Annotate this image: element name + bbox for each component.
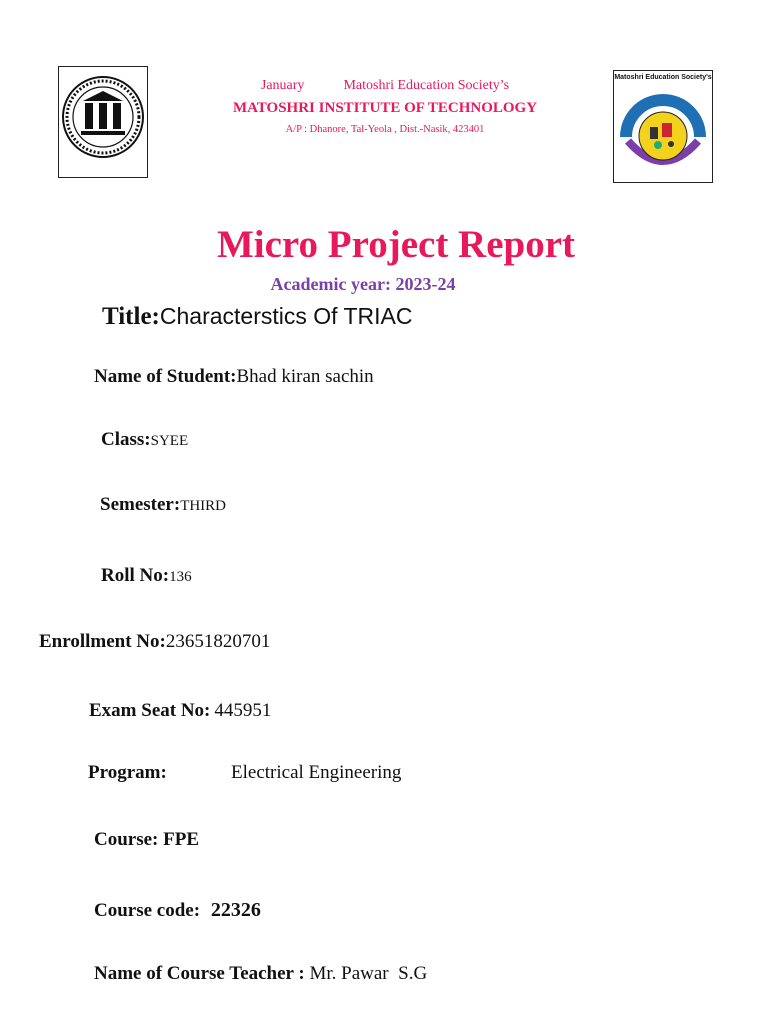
semester-label: Semester:: [100, 494, 181, 515]
teacher-value: Mr. Pawar S.G: [309, 963, 428, 984]
class-value: SYEE: [150, 433, 189, 449]
student-value: Bhad kiran sachin: [236, 366, 374, 387]
enrollment-row: [39, 631, 270, 653]
header-block: [160, 78, 610, 135]
semester-value: THIRD: [180, 498, 227, 514]
header-month: January: [260, 78, 305, 93]
title-row: [102, 303, 413, 331]
header-address: A/P : Dhanore, Tal-Yeola , Dist.-Nasik, 423401: [285, 124, 485, 135]
msbte-seal-icon: [59, 67, 147, 177]
teacher-row: [94, 963, 427, 985]
header-line-1: [160, 78, 610, 94]
student-row: [94, 366, 374, 388]
course-code-row: [94, 899, 261, 922]
header-society: Matoshri Education Society’s: [343, 78, 510, 93]
course-label: Course: FPE: [94, 829, 200, 850]
enrollment-label: Enrollment No:: [39, 631, 166, 652]
logo-caption: Matoshri Education Society's: [614, 74, 712, 81]
class-row: [101, 429, 188, 451]
header-institute: MATOSHRI INSTITUTE OF TECHNOLOGY: [232, 100, 538, 116]
seat-row: [89, 700, 271, 722]
report-title: Micro Project Report: [216, 223, 576, 266]
course-code-value: 22326: [210, 899, 261, 921]
semester-row: [100, 494, 226, 516]
course-row: [94, 829, 199, 851]
program-row: [88, 762, 167, 784]
program-value: Electrical Engineering: [231, 762, 402, 783]
matoshri-emblem-icon: [614, 81, 712, 179]
academic-year: Academic year: 2023-24: [270, 274, 456, 294]
roll-row: [101, 565, 192, 587]
roll-label: Roll No:: [101, 565, 170, 586]
program-label: Program:: [88, 762, 167, 783]
course-code-label: Course code:: [94, 900, 201, 921]
teacher-label: Name of Course Teacher :: [94, 963, 305, 984]
roll-value: 136: [169, 569, 192, 585]
seat-label: Exam Seat No:: [89, 700, 211, 721]
student-label: Name of Student:: [94, 366, 237, 387]
seat-value: 445951: [214, 700, 272, 721]
class-label: Class:: [101, 429, 151, 450]
msbte-logo: [58, 66, 148, 178]
matoshri-logo: [613, 70, 713, 183]
enrollment-value: 23651820701: [165, 631, 271, 652]
title-label: Title:: [102, 303, 160, 330]
title-value: Characterstics Of TRIAC: [159, 303, 413, 329]
